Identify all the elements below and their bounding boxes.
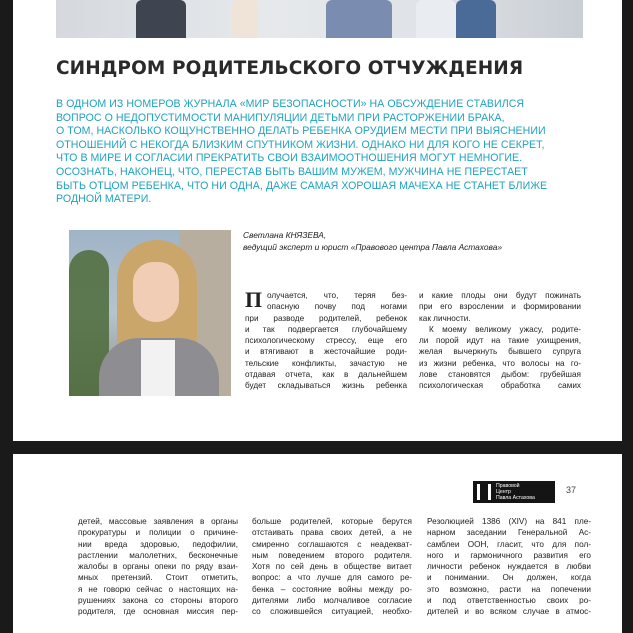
photo-figure (136, 0, 186, 38)
body-line: психологическая обработка самих (419, 381, 581, 391)
body-line: психологическому стрессу, еще его (245, 336, 407, 346)
body-line: это возможно, расти на попечении (427, 584, 591, 594)
publisher-logo (473, 481, 555, 503)
body-line: Резолюцией 1386 (XIV) на 841 пле- (427, 517, 591, 526)
body-line: я не говорю сейчас о настоящих на- (78, 584, 238, 594)
body-line: и понимании. Он должен, когда (427, 573, 591, 583)
article-headline: СИНДРОМ РОДИТЕЛЬСКОГО ОТЧУЖДЕНИЯ (56, 58, 524, 79)
logo-text: Правовой (496, 483, 520, 489)
lead-line: ОТНОШЕНИЙ С НЕКОГДА БЛИЗКИМ СПУТНИКОМ ЖИЗНИ. ОДНАКО НИ ДЛЯ КОГО НЕ СЕКРЕТ, (56, 138, 545, 151)
body-line: ли порой идут на такие ухищрения, (419, 336, 581, 346)
lead-line: В ОДНОМ ИЗ НОМЕРОВ ЖУРНАЛА «МИР БЕЗОПАСНОСТИ» НА ОБСУЖДЕНИЕ СТАВИЛСЯ (56, 98, 525, 110)
body-line: жалобы в органы опеки по ряду взаи- (78, 562, 238, 572)
drop-cap: П (245, 287, 263, 312)
body-line: родителя, где основная миссия пер- (78, 607, 238, 617)
body-line: со сложившейся ситуацией, необхо- (252, 607, 412, 617)
body-line: нарном заседании Генеральной Ас- (427, 528, 591, 538)
body-line: и какие плоды они будут пожинать (419, 291, 581, 300)
body-line: и под ответственностью своих ро- (427, 596, 591, 606)
body-line: лове становятся дыбом: грубейшая (419, 370, 581, 380)
body-line: детей, массовые заявления в органы (78, 517, 238, 526)
body-line: растлении малолетних, бесконечные (78, 550, 238, 560)
author-name: Светлана КНЯЗЕВА, (243, 230, 327, 240)
logo-text: Павла Астахова (496, 495, 535, 501)
lead-line: РОДНОЙ МАТЕРИ. (56, 193, 152, 206)
body-line: отстаивать права своих детей, а не (252, 528, 412, 538)
body-line: и так подвергается глубочайшему (245, 324, 407, 334)
logo-mark-icon (477, 484, 491, 500)
body-column-3 (78, 516, 238, 618)
magazine-page-2 (13, 454, 622, 633)
body-line: желая вычеркнуть бывшего супруга (419, 347, 581, 357)
body-column-4 (252, 516, 412, 618)
body-column-2 (419, 290, 581, 392)
lead-line: ВОПРОС О НЕДОПУСТИМОСТИ МАНИПУЛЯЦИИ ДЕТЬМИ ПРИ РАСТОРЖЕНИИ БРАКА, (56, 111, 505, 124)
body-line: дителей и во всяком случае в атмос- (427, 607, 591, 617)
lead-line: О ТОМ, НАСКОЛЬКО КОЩУНСТВЕННО ДЕЛАТЬ РЕБЕНКА ОРУДИЕМ МЕСТИ ПРИ ВЫЯСНЕНИИ (56, 125, 546, 138)
body-line: из жизни ребенка, что волосы на го- (419, 358, 581, 368)
body-line: опасную почву под ногами (267, 302, 407, 312)
body-line: рушениях закона со стороны второго (78, 596, 238, 606)
body-column-5 (427, 516, 591, 618)
body-line: будет складываться жизнь ребенка (245, 381, 407, 391)
body-line: прокуратуры и полиции о причине- (78, 528, 238, 538)
author-portrait (69, 230, 231, 396)
photo-figure (326, 0, 392, 38)
body-line: смиренно соглашаются с неадекват- (252, 539, 412, 549)
body-line: тельские конфликты, зачастую не (245, 358, 407, 368)
body-line: ным поведением второго родителя. (252, 550, 412, 560)
body-line: вопрос: а что лучше для самого ре- (252, 573, 412, 583)
body-line: при разводе родителей, ребенок (245, 313, 407, 323)
photo-figure (456, 0, 496, 38)
article-lead (56, 98, 576, 207)
photo-figure (232, 0, 258, 38)
lead-line: ОСОЗНАТЬ, НАКОНЕЦ, ЧТО, ПЕРЕСТАВ БЫТЬ ВАШИМ МУЖЕМ, МУЖЧИНА НЕ ПЕРЕСТАЕТ (56, 165, 528, 178)
body-line: дителями либо молчаливое согласие (252, 596, 412, 606)
body-line: отдавая отчета, как в дальнейшем (245, 370, 407, 380)
lead-line: БЫТЬ ОТЦОМ РЕБЕНКА, ЧТО НИ ОДНА, ДАЖЕ САМАЯ ХОРОШАЯ МАЧЕХА НЕ СТАНЕТ БЛИЖЕ (56, 179, 548, 192)
body-line: самблеи ООН, гласит, что для пол- (427, 539, 591, 549)
body-line: ного и гармоничного развития его (427, 550, 591, 560)
body-column-1 (245, 290, 407, 392)
magazine-page-1 (13, 0, 622, 441)
photo-figure (416, 0, 456, 38)
body-line: как личности. (419, 313, 471, 323)
body-line: нии вреда здоровью, педофилии, (78, 539, 238, 549)
lead-line: ЧТО В МИРЕ И СОГЛАСИИ ПРЕКРАТИТЬ СВОИ ВЗАИМООТНОШЕНИЯ МОГУТ НЕМНОГИЕ. (56, 152, 523, 165)
logo-text: Центр (496, 489, 511, 495)
body-line: олучается, что, теряя без- (267, 291, 407, 300)
body-line: при его взрослении и формировании (419, 302, 581, 312)
body-line: Хотя по сей день в обществе витает (252, 562, 412, 572)
body-line: больше родителей, которые берутся (252, 517, 412, 526)
header-photo (56, 0, 583, 38)
body-line: бенка – состояние войны между ро- (252, 584, 412, 594)
author-byline (243, 230, 573, 253)
body-line: личности ребенок нуждается в любви (427, 562, 591, 572)
body-line: К моему великому ужасу, родите- (429, 324, 581, 334)
author-role: ведущий эксперт и юрист «Правового центра Павла Астахова» (243, 241, 503, 252)
body-line: мных претензий. Стоит отметить, (78, 573, 238, 583)
body-line: и втягивают в жесточайшие роди- (245, 347, 407, 357)
page-number: 37 (566, 485, 577, 495)
